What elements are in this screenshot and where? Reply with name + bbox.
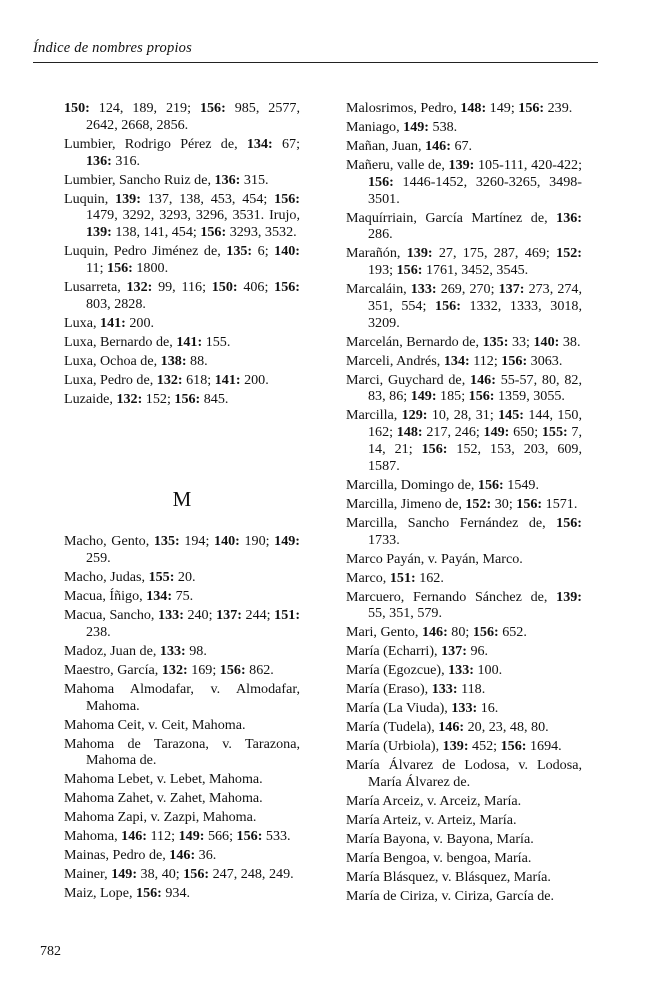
header-rule [33, 62, 598, 63]
index-entry: Mahoma Zahet, v. Zahet, Mahoma. [64, 790, 263, 807]
index-entry: María Blásquez, v. Blásquez, María. [346, 868, 551, 885]
index-entry: Malosrimos, Pedro, 148: 149; 156: 239. [346, 100, 573, 116]
index-entry: Marcuero, Fernando Sánchez de, 139: 55, 351, 579. [346, 588, 582, 622]
index-entry: Mahoma de Tarazona, v. Tarazona, Mahoma de. [64, 735, 300, 769]
index-entries-group [64, 100, 300, 407]
index-entry: Lumbier, Rodrigo Pérez de, 134: 67; 136: 316. [64, 135, 300, 169]
index-entry: Luxa, Ochoa de, 138: 88. [64, 352, 208, 369]
index-entry: Maestro, García, 132: 169; 156: 862. [64, 661, 274, 678]
running-header [33, 40, 598, 57]
index-entries-group [64, 533, 300, 902]
index-entry: Mañeru, valle de, 139: 105-111, 420-422; 156: 1446-1452, 3260-3265, 3498-3501. [346, 156, 582, 207]
index-entry: Marcaláin, 133: 269, 270; 137: 273, 274, 351, 554; 156: 1332, 1333, 3018, 3209. [346, 281, 582, 331]
index-entry: María (Echarri), 137: 96. [346, 643, 489, 660]
index-entry: 150: 124, 189, 219; 156: 985, 2577, 2642, 2668, 2856. [64, 100, 301, 133]
index-entry: María Álvarez de Lodosa, v. Lodosa, María Álvarez de. [346, 757, 582, 790]
index-entry: Luquin, Pedro Jiménez de, 135: 6; 140: 11; 156: 1800. [64, 243, 300, 276]
index-entry: Luzaide, 132: 152; 156: 845. [64, 390, 229, 407]
index-entries-group [346, 100, 582, 905]
index-entry: María (Eraso), 133: 118. [346, 681, 486, 698]
header-title: Índice de nombres propios [33, 40, 192, 56]
index-entry: Marcelán, Bernardo de, 135: 33; 140: 38. [346, 333, 581, 350]
index-entry: Mahoma Zapi, v. Zazpi, Mahoma. [64, 809, 257, 826]
index-entry: Maquírriain, García Martínez de, 136: 286. [346, 209, 582, 243]
index-entry: Macua, Íñigo, 134: 75. [64, 588, 194, 605]
index-entry: Mahoma Ceit, v. Ceit, Mahoma. [64, 716, 246, 733]
index-entry: Macho, Gento, 135: 194; 140: 190; 149: 259. [64, 533, 300, 567]
index-entry: María (La Viuda), 133: 16. [346, 700, 499, 717]
index-entry: María (Egozcue), 133: 100. [346, 662, 503, 679]
index-entry: María Bayona, v. Bayona, María. [346, 830, 534, 847]
index-entry: Maniago, 149: 538. [346, 118, 458, 135]
index-entry: Luxa, Pedro de, 132: 618; 141: 200. [64, 371, 269, 388]
index-entry: Lusarreta, 132: 99, 116; 150: 406; 156: 803, 2828. [64, 278, 300, 312]
index-entry: María Bengoa, v. bengoa, María. [346, 849, 532, 866]
index-entry: Mañan, Juan, 146: 67. [346, 137, 473, 154]
index-entry: Marcilla, Sancho Fernández de, 156: 1733. [346, 514, 582, 548]
index-entry: Madoz, Juan de, 133: 98. [64, 642, 207, 659]
index-entry: Mainas, Pedro de, 146: 36. [64, 847, 217, 864]
index-entry: Mahoma, 146: 112; 149: 566; 156: 533. [64, 828, 291, 845]
index-entry: Macua, Sancho, 133: 240; 137: 244; 151: 238. [64, 607, 301, 640]
index-entry: Mari, Gento, 146: 80; 156: 652. [346, 624, 527, 641]
index-entry: Luquin, 139: 137, 138, 453, 454; 156: 1479, 3292, 3293, 3296, 3531. Irujo, 139: 138, 141, 454; 156: 3293, 3532. [64, 190, 300, 241]
index-entry: María de Ciriza, v. Ciriza, García de. [346, 887, 555, 904]
index-entry: Macho, Judas, 155: 20. [64, 569, 196, 586]
index-entry: María (Tudela), 146: 20, 23, 48, 80. [346, 719, 549, 736]
index-entry: Mahoma Lebet, v. Lebet, Mahoma. [64, 771, 263, 788]
index-entry: María Arteiz, v. Arteiz, María. [346, 811, 517, 828]
right-column [346, 100, 582, 907]
index-entry: Marco Payán, v. Payán, Marco. [346, 550, 523, 567]
left-column [64, 100, 300, 904]
index-entry: Marañón, 139: 27, 175, 287, 469; 152: 193; 156: 1761, 3452, 3545. [346, 245, 582, 279]
index-entry: Luxa, Bernardo de, 141: 155. [64, 333, 231, 350]
index-entry: Marcilla, Domingo de, 156: 1549. [346, 476, 539, 493]
index-entry: Marcilla, 129: 10, 28, 31; 145: 144, 150, 162; 148: 217, 246; 149: 650; 155: 7, 14, 21; 156: 152, 153, 203, 609, 1587. [346, 407, 582, 474]
index-entry: Lumbier, Sancho Ruiz de, 136: 315. [64, 171, 269, 188]
page-number: 782 [40, 944, 61, 959]
index-entry: Mahoma Almodafar, v. Almodafar, Mahoma. [64, 680, 300, 714]
section-letter: M [172, 487, 192, 512]
index-entry: Maiz, Lope, 156: 934. [64, 885, 191, 902]
index-entry: María Arceiz, v. Arceiz, María. [346, 792, 522, 809]
index-entry: Marcilla, Jimeno de, 152: 30; 156: 1571. [346, 495, 578, 512]
index-entry: Marci, Guychard de, 146: 55-57, 80, 82, 83, 86; 149: 185; 156: 1359, 3055. [346, 371, 582, 405]
index-entry: Mainer, 149: 38, 40; 156: 247, 248, 249. [64, 866, 294, 883]
index-entry: Luxa, 141: 200. [64, 314, 155, 331]
index-entry: Marceli, Andrés, 134: 112; 156: 3063. [346, 352, 563, 369]
index-entry: María (Urbiola), 139: 452; 156: 1694. [346, 738, 562, 755]
index-entry: Marco, 151: 162. [346, 569, 444, 586]
